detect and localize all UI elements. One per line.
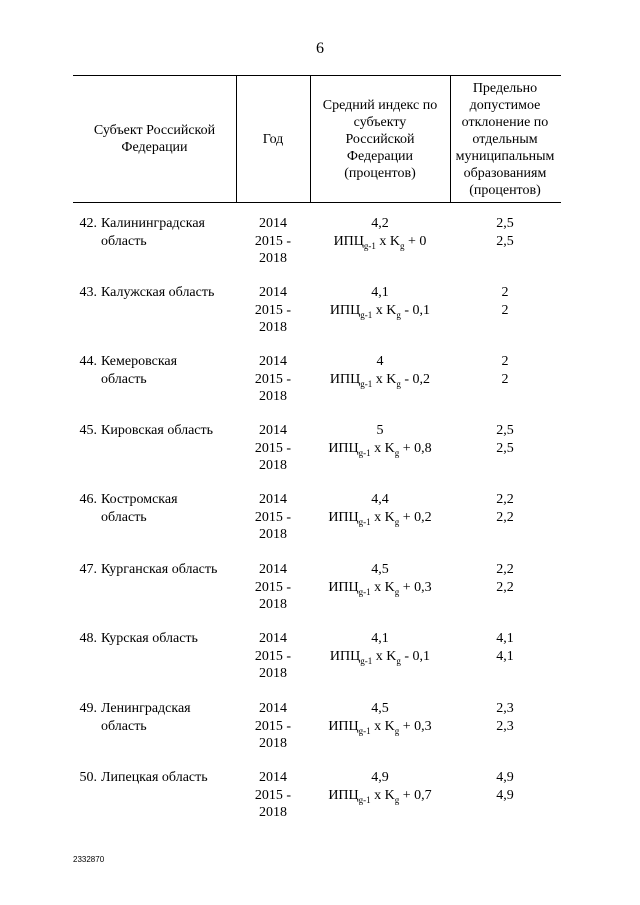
deviation-cell: 2,3 2,3 xyxy=(496,701,514,734)
subject-name: Калужская область xyxy=(101,285,215,300)
year-cell: 2014 2015 - 2018 xyxy=(254,770,292,820)
table-row xyxy=(0,491,640,551)
index-cell: 4,2 $ИПЦ_{g-1}$ x $K_g + 0$ xyxy=(333,216,427,251)
deviation-cell: 2,2 2,2 xyxy=(496,492,514,525)
year-cell: 2014 2015 - 2018 xyxy=(254,562,292,612)
header-deviation-line: отдельным xyxy=(472,131,538,147)
table-header-bottom-rule xyxy=(73,202,561,203)
table-row xyxy=(0,769,640,829)
year-cell: 2014 2015 - 2018 xyxy=(254,216,292,266)
header-deviation-line: допустимое xyxy=(469,97,541,113)
row-number: 42. xyxy=(79,216,97,231)
row-number: 44. xyxy=(79,354,97,369)
index-cell: 4,4 $ИПЦ_{g-1}$ x $K_g + 0,2$ xyxy=(328,492,432,527)
deviation-cell: 4,9 4,9 xyxy=(496,770,514,803)
table-row xyxy=(0,630,640,690)
subject-name: Липецкая область xyxy=(101,770,208,785)
deviation-cell: 2 2 xyxy=(501,354,509,387)
header-index-line: (процентов) xyxy=(344,165,416,181)
index-cell: 4,5 $ИПЦ_{g-1}$ x $K_g + 0,3$ xyxy=(328,701,432,736)
table-row xyxy=(0,215,640,275)
subject-name: Калининградская область xyxy=(101,216,205,249)
header-index xyxy=(310,76,450,202)
row-number: 49. xyxy=(79,701,97,716)
deviation-cell: 4,1 4,1 xyxy=(496,631,514,664)
page-number: 6 xyxy=(316,40,324,57)
row-number: 43. xyxy=(79,285,97,300)
row-number: 48. xyxy=(79,631,97,646)
header-subject-line: Субъект Российской xyxy=(93,123,216,138)
index-cell: 4,1 $ИПЦ_{g-1}$ x $K_g - 0,1$ xyxy=(329,631,431,666)
header-year xyxy=(236,76,310,202)
header-deviation xyxy=(450,76,560,202)
header-deviation-line: образованиям xyxy=(463,165,547,181)
row-number: 46. xyxy=(79,492,97,507)
header-index-line: Российской xyxy=(345,131,415,147)
document-code: 2332870 xyxy=(73,855,105,864)
index-cell: 4,9 $ИПЦ_{g-1}$ x $K_g + 0,7$ xyxy=(328,770,432,805)
year-cell: 2014 2015 - 2018 xyxy=(254,423,292,473)
deviation-cell: 2 2 xyxy=(501,285,509,318)
year-cell: 2014 2015 - 2018 xyxy=(254,285,292,335)
deviation-cell: 2,5 2,5 xyxy=(496,423,514,456)
header-subject-line: Федерации xyxy=(121,140,188,155)
index-cell: 4 $ИПЦ_{g-1}$ x $K_g - 0,2$ xyxy=(329,354,431,389)
subject-name: Кировская область xyxy=(101,423,214,438)
row-number: 50. xyxy=(79,770,97,785)
year-cell: 2014 2015 - 2018 xyxy=(254,492,292,542)
table-row xyxy=(0,700,640,760)
subject-name: Ленинградская область xyxy=(101,701,191,734)
header-index-line: субъекту xyxy=(353,114,407,130)
header-deviation-line: Предельно xyxy=(472,80,538,96)
deviation-cell: 2,2 2,2 xyxy=(496,562,514,595)
table-row xyxy=(0,353,640,413)
index-cell: 4,1 $ИПЦ_{g-1}$ x $K_g - 0,1$ xyxy=(329,285,431,320)
header-subject xyxy=(73,76,236,202)
header-year-label: Год xyxy=(262,131,284,147)
index-cell: 5 $ИПЦ_{g-1}$ x $K_g + 0,8$ xyxy=(328,423,432,458)
subject-name: Кемеровская область xyxy=(101,354,178,387)
row-number: 47. xyxy=(79,562,97,577)
table-row xyxy=(0,284,640,344)
table-row xyxy=(0,561,640,621)
header-deviation-line: отклонение по xyxy=(461,114,549,130)
header-deviation-line: муниципальным xyxy=(455,148,555,164)
row-number: 45. xyxy=(79,423,97,438)
subject-name: Костромская область xyxy=(101,492,178,525)
index-cell: 4,5 $ИПЦ_{g-1}$ x $K_g + 0,3$ xyxy=(328,562,432,597)
deviation-cell: 2,5 2,5 xyxy=(496,216,514,249)
header-index-line: Федерации xyxy=(346,148,414,164)
year-cell: 2014 2015 - 2018 xyxy=(254,631,292,681)
header-index-line: Средний индекс по xyxy=(322,97,438,113)
year-cell: 2014 2015 - 2018 xyxy=(254,701,292,751)
table-row xyxy=(0,422,640,482)
header-deviation-line: (процентов) xyxy=(469,182,541,198)
subject-name: Курганская область xyxy=(101,562,218,577)
subject-name: Курская область xyxy=(101,631,198,646)
year-cell: 2014 2015 - 2018 xyxy=(254,354,292,404)
